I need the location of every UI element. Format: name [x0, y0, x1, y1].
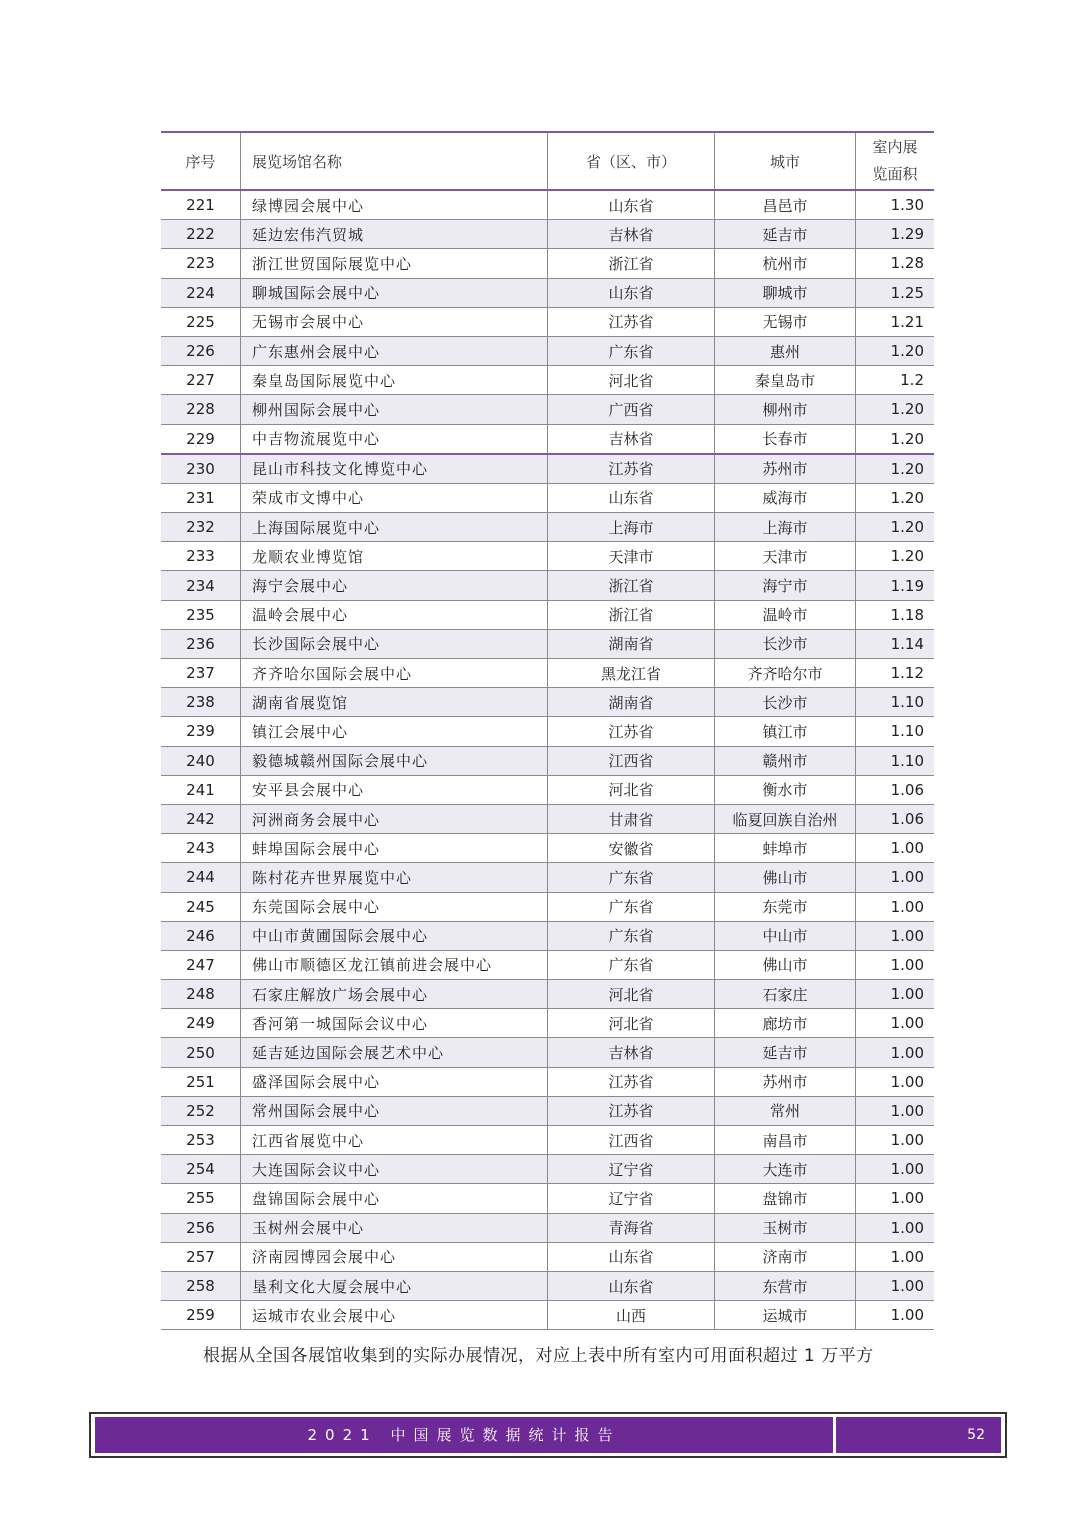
province-cell: 浙江省 — [548, 249, 715, 278]
area-cell: 1.28 — [856, 249, 935, 278]
row-number: 246 — [161, 921, 241, 950]
province-cell: 江苏省 — [548, 1067, 715, 1096]
area-cell: 1.10 — [856, 688, 935, 717]
row-number: 244 — [161, 863, 241, 892]
table-row — [161, 542, 934, 571]
venue-name: 龙顺农业博览馆 — [241, 542, 548, 571]
province-cell: 江苏省 — [548, 1096, 715, 1125]
row-number: 221 — [161, 190, 241, 220]
table-row — [161, 600, 934, 629]
venue-name: 秦皇岛国际展览中心 — [241, 366, 548, 395]
venue-name: 东莞国际会展中心 — [241, 892, 548, 921]
city-cell: 海宁市 — [715, 571, 856, 600]
city-cell: 佛山市 — [715, 863, 856, 892]
body-note-text: 根据从全国各展馆收集到的实际办展情况，对应上表中所有室内可用面积超过 1 万平方 — [203, 1346, 874, 1366]
city-cell: 蚌埠市 — [715, 834, 856, 863]
row-number: 222 — [161, 220, 241, 249]
city-cell: 柳州市 — [715, 395, 856, 424]
row-number: 249 — [161, 1009, 241, 1038]
venue-name: 垦利文化大厦会展中心 — [241, 1271, 548, 1300]
area-cell: 1.20 — [856, 513, 935, 542]
row-number: 223 — [161, 249, 241, 278]
venue-name: 大连国际会议中心 — [241, 1155, 548, 1184]
city-cell: 长沙市 — [715, 629, 856, 658]
row-number: 224 — [161, 278, 241, 307]
table-row — [161, 1067, 934, 1096]
row-number: 248 — [161, 980, 241, 1009]
city-cell: 威海市 — [715, 483, 856, 512]
area-cell: 1.29 — [856, 220, 935, 249]
province-cell: 吉林省 — [548, 424, 715, 454]
city-cell: 苏州市 — [715, 454, 856, 484]
row-number: 253 — [161, 1126, 241, 1155]
venue-name: 湖南省展览馆 — [241, 688, 548, 717]
venue-name: 中山市黄圃国际会展中心 — [241, 921, 548, 950]
city-cell: 廊坊市 — [715, 1009, 856, 1038]
city-cell: 临夏回族自治州 — [715, 804, 856, 833]
row-number: 242 — [161, 804, 241, 833]
venue-name: 河洲商务会展中心 — [241, 804, 548, 833]
row-number: 233 — [161, 542, 241, 571]
venue-name: 温岭会展中心 — [241, 600, 548, 629]
city-cell: 聊城市 — [715, 278, 856, 307]
province-cell: 浙江省 — [548, 571, 715, 600]
row-number: 259 — [161, 1301, 241, 1330]
venue-name: 石家庄解放广场会展中心 — [241, 980, 548, 1009]
header-area-line1: 室内展 — [872, 138, 918, 156]
area-cell: 1.00 — [856, 834, 935, 863]
area-cell: 1.00 — [856, 1096, 935, 1125]
row-number: 254 — [161, 1155, 241, 1184]
province-cell: 山东省 — [548, 483, 715, 512]
venue-name: 盘锦国际会展中心 — [241, 1184, 548, 1213]
city-cell: 南昌市 — [715, 1126, 856, 1155]
row-number: 250 — [161, 1038, 241, 1067]
province-cell: 湖南省 — [548, 629, 715, 658]
header-no: 序号 — [161, 132, 241, 190]
venue-name: 盛泽国际会展中心 — [241, 1067, 548, 1096]
province-cell: 河北省 — [548, 980, 715, 1009]
row-number: 240 — [161, 746, 241, 775]
table-row — [161, 424, 934, 454]
venue-name: 江西省展览中心 — [241, 1126, 548, 1155]
venue-name: 广东惠州会展中心 — [241, 336, 548, 365]
row-number: 230 — [161, 454, 241, 484]
row-number: 226 — [161, 336, 241, 365]
row-number: 241 — [161, 775, 241, 804]
city-cell: 延吉市 — [715, 220, 856, 249]
area-cell: 1.20 — [856, 483, 935, 512]
province-cell: 山东省 — [548, 190, 715, 220]
venue-name: 济南园博园会展中心 — [241, 1242, 548, 1271]
area-cell: 1.00 — [856, 1301, 935, 1330]
table-row — [161, 366, 934, 395]
table-row — [161, 629, 934, 658]
venue-name: 长沙国际会展中心 — [241, 629, 548, 658]
venue-name: 无锡市会展中心 — [241, 307, 548, 336]
province-cell: 辽宁省 — [548, 1155, 715, 1184]
city-cell: 延吉市 — [715, 1038, 856, 1067]
province-cell: 山东省 — [548, 1242, 715, 1271]
province-cell: 广东省 — [548, 336, 715, 365]
table-row — [161, 513, 934, 542]
venue-name: 延边宏伟汽贸城 — [241, 220, 548, 249]
row-number: 236 — [161, 629, 241, 658]
area-cell: 1.20 — [856, 395, 935, 424]
table-row — [161, 395, 934, 424]
table-row — [161, 1242, 934, 1271]
province-cell: 浙江省 — [548, 600, 715, 629]
province-cell: 吉林省 — [548, 1038, 715, 1067]
table-row — [161, 659, 934, 688]
venue-name: 海宁会展中心 — [241, 571, 548, 600]
area-cell: 1.19 — [856, 571, 935, 600]
venue-name: 荣成市文博中心 — [241, 483, 548, 512]
table-body — [161, 190, 934, 1330]
province-cell: 湖南省 — [548, 688, 715, 717]
table-row — [161, 454, 934, 484]
table-row — [161, 336, 934, 365]
venue-name: 浙江世贸国际展览中心 — [241, 249, 548, 278]
city-cell: 温岭市 — [715, 600, 856, 629]
table-row — [161, 980, 934, 1009]
table-row — [161, 1009, 934, 1038]
area-cell: 1.20 — [856, 336, 935, 365]
table-row — [161, 278, 934, 307]
city-cell: 盘锦市 — [715, 1184, 856, 1213]
row-number: 247 — [161, 950, 241, 979]
city-cell: 赣州市 — [715, 746, 856, 775]
table-row — [161, 1038, 934, 1067]
row-number: 229 — [161, 424, 241, 454]
province-cell: 安徽省 — [548, 834, 715, 863]
area-cell: 1.00 — [856, 1126, 935, 1155]
city-cell: 镇江市 — [715, 717, 856, 746]
venue-name: 蚌埠国际会展中心 — [241, 834, 548, 863]
area-cell: 1.00 — [856, 1155, 935, 1184]
row-number: 232 — [161, 513, 241, 542]
table-row — [161, 892, 934, 921]
table-row — [161, 1301, 934, 1330]
province-cell: 广东省 — [548, 863, 715, 892]
row-number: 234 — [161, 571, 241, 600]
footer-bar — [95, 1417, 1001, 1453]
area-cell: 1.10 — [856, 717, 935, 746]
area-cell: 1.2 — [856, 366, 935, 395]
area-cell: 1.00 — [856, 980, 935, 1009]
venue-table-container — [161, 131, 923, 1330]
row-number: 227 — [161, 366, 241, 395]
table-row — [161, 220, 934, 249]
area-cell: 1.10 — [856, 746, 935, 775]
venue-name: 延吉延边国际会展艺术中心 — [241, 1038, 548, 1067]
table-row — [161, 950, 934, 979]
city-cell: 东营市 — [715, 1271, 856, 1300]
table-row — [161, 1213, 934, 1242]
table-row — [161, 804, 934, 833]
city-cell: 济南市 — [715, 1242, 856, 1271]
province-cell: 广东省 — [548, 950, 715, 979]
province-cell: 天津市 — [548, 542, 715, 571]
province-cell: 江西省 — [548, 1126, 715, 1155]
header-area-line2: 览面积 — [872, 165, 918, 183]
header-city: 城市 — [715, 132, 856, 190]
row-number: 245 — [161, 892, 241, 921]
province-cell: 广东省 — [548, 892, 715, 921]
header-province: 省（区、市） — [548, 132, 715, 190]
area-cell: 1.00 — [856, 1213, 935, 1242]
venue-name: 佛山市顺德区龙江镇前进会展中心 — [241, 950, 548, 979]
area-cell: 1.00 — [856, 921, 935, 950]
row-number: 231 — [161, 483, 241, 512]
table-row — [161, 746, 934, 775]
table-row — [161, 1096, 934, 1125]
province-cell: 河北省 — [548, 1009, 715, 1038]
city-cell: 运城市 — [715, 1301, 856, 1330]
venue-name: 齐齐哈尔国际会展中心 — [241, 659, 548, 688]
area-cell: 1.18 — [856, 600, 935, 629]
city-cell: 齐齐哈尔市 — [715, 659, 856, 688]
area-cell: 1.20 — [856, 454, 935, 484]
table-row — [161, 834, 934, 863]
page-footer — [89, 1412, 1007, 1458]
table-header-row — [161, 132, 934, 190]
city-cell: 玉树市 — [715, 1213, 856, 1242]
area-cell: 1.00 — [856, 950, 935, 979]
venue-name: 毅德城赣州国际会展中心 — [241, 746, 548, 775]
venue-table — [161, 131, 934, 1330]
venue-name: 安平县会展中心 — [241, 775, 548, 804]
city-cell: 惠州 — [715, 336, 856, 365]
venue-name: 中吉物流展览中心 — [241, 424, 548, 454]
table-row — [161, 1271, 934, 1300]
venue-name: 香河第一城国际会议中心 — [241, 1009, 548, 1038]
area-cell: 1.00 — [856, 1271, 935, 1300]
city-cell: 石家庄 — [715, 980, 856, 1009]
area-cell: 1.25 — [856, 278, 935, 307]
row-number: 257 — [161, 1242, 241, 1271]
area-cell: 1.00 — [856, 1184, 935, 1213]
row-number: 255 — [161, 1184, 241, 1213]
area-cell: 1.00 — [856, 863, 935, 892]
row-number: 225 — [161, 307, 241, 336]
table-row — [161, 1155, 934, 1184]
venue-name: 聊城国际会展中心 — [241, 278, 548, 307]
venue-name: 运城市农业会展中心 — [241, 1301, 548, 1330]
venue-name: 上海国际展览中心 — [241, 513, 548, 542]
row-number: 238 — [161, 688, 241, 717]
province-cell: 广西省 — [548, 395, 715, 424]
venue-name: 常州国际会展中心 — [241, 1096, 548, 1125]
table-row — [161, 717, 934, 746]
province-cell: 山西 — [548, 1301, 715, 1330]
province-cell: 江西省 — [548, 746, 715, 775]
province-cell: 广东省 — [548, 921, 715, 950]
area-cell: 1.20 — [856, 424, 935, 454]
city-cell: 长春市 — [715, 424, 856, 454]
city-cell: 杭州市 — [715, 249, 856, 278]
city-cell: 衡水市 — [715, 775, 856, 804]
area-cell: 1.12 — [856, 659, 935, 688]
area-cell: 1.14 — [856, 629, 935, 658]
city-cell: 秦皇岛市 — [715, 366, 856, 395]
table-row — [161, 483, 934, 512]
row-number: 235 — [161, 600, 241, 629]
venue-name: 柳州国际会展中心 — [241, 395, 548, 424]
table-row — [161, 571, 934, 600]
city-cell: 上海市 — [715, 513, 856, 542]
city-cell: 苏州市 — [715, 1067, 856, 1096]
province-cell: 山东省 — [548, 278, 715, 307]
table-row — [161, 307, 934, 336]
area-cell: 1.30 — [856, 190, 935, 220]
table-row — [161, 190, 934, 220]
province-cell: 甘肃省 — [548, 804, 715, 833]
header-area — [856, 132, 935, 190]
area-cell: 1.00 — [856, 1067, 935, 1096]
venue-name: 绿博园会展中心 — [241, 190, 548, 220]
table-row — [161, 249, 934, 278]
province-cell: 上海市 — [548, 513, 715, 542]
province-cell: 江苏省 — [548, 307, 715, 336]
province-cell: 黑龙江省 — [548, 659, 715, 688]
venue-name: 陈村花卉世界展览中心 — [241, 863, 548, 892]
table-row — [161, 1126, 934, 1155]
table-row — [161, 688, 934, 717]
venue-name: 镇江会展中心 — [241, 717, 548, 746]
city-cell: 常州 — [715, 1096, 856, 1125]
row-number: 228 — [161, 395, 241, 424]
area-cell: 1.06 — [856, 804, 935, 833]
table-row — [161, 775, 934, 804]
row-number: 239 — [161, 717, 241, 746]
area-cell: 1.00 — [856, 892, 935, 921]
province-cell: 青海省 — [548, 1213, 715, 1242]
area-cell: 1.00 — [856, 1009, 935, 1038]
city-cell: 佛山市 — [715, 950, 856, 979]
city-cell: 中山市 — [715, 921, 856, 950]
area-cell: 1.00 — [856, 1038, 935, 1067]
table-row — [161, 921, 934, 950]
table-row — [161, 863, 934, 892]
footer-page-number: 52 — [967, 1427, 985, 1443]
header-name: 展览场馆名称 — [241, 132, 548, 190]
footer-report-title: 2021 中国展览数据统计报告 — [307, 1426, 621, 1444]
city-cell: 昌邑市 — [715, 190, 856, 220]
province-cell: 河北省 — [548, 366, 715, 395]
area-cell: 1.21 — [856, 307, 935, 336]
row-number: 258 — [161, 1271, 241, 1300]
row-number: 243 — [161, 834, 241, 863]
province-cell: 河北省 — [548, 775, 715, 804]
area-cell: 1.00 — [856, 1242, 935, 1271]
province-cell: 江苏省 — [548, 717, 715, 746]
province-cell: 江苏省 — [548, 454, 715, 484]
row-number: 251 — [161, 1067, 241, 1096]
venue-name: 玉树州会展中心 — [241, 1213, 548, 1242]
area-cell: 1.20 — [856, 542, 935, 571]
city-cell: 天津市 — [715, 542, 856, 571]
city-cell: 大连市 — [715, 1155, 856, 1184]
city-cell: 无锡市 — [715, 307, 856, 336]
city-cell: 东莞市 — [715, 892, 856, 921]
province-cell: 吉林省 — [548, 220, 715, 249]
area-cell: 1.06 — [856, 775, 935, 804]
row-number: 256 — [161, 1213, 241, 1242]
venue-name: 昆山市科技文化博览中心 — [241, 454, 548, 484]
table-row — [161, 1184, 934, 1213]
row-number: 252 — [161, 1096, 241, 1125]
row-number: 237 — [161, 659, 241, 688]
province-cell: 山东省 — [548, 1271, 715, 1300]
city-cell: 长沙市 — [715, 688, 856, 717]
province-cell: 辽宁省 — [548, 1184, 715, 1213]
